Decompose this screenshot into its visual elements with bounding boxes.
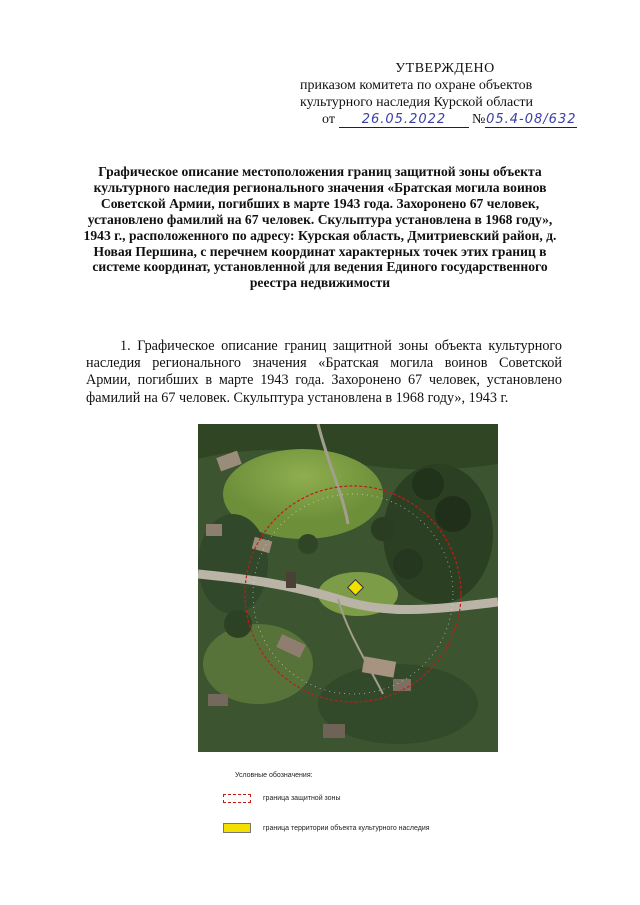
approval-block xyxy=(300,60,600,128)
legend-title: Условные обозначения: xyxy=(235,772,313,779)
meadow-left xyxy=(203,624,313,704)
legend-item-2-label: граница территории объекта культурного наследия xyxy=(263,824,430,832)
approval-date: 26.05.2022 xyxy=(339,112,469,128)
approval-line-1: приказом комитета по охране объектов xyxy=(300,78,533,93)
section-1-paragraph: 1. Графическое описание границ защитной зоны объекта культурного наследия регионального значения «Братская могила воинов Советской Армии, погибших в марте 1943 года. Захоронено 67 человек, установлено фамилий на 67 человек. Скульптура установлена в 1968 году», 1943 г. xyxy=(86,338,562,406)
protective-zone-swatch xyxy=(223,794,251,803)
from-label: от xyxy=(322,112,335,127)
legend-item-protective-zone xyxy=(223,794,340,803)
approval-number: 05.4-08/632 xyxy=(486,112,577,127)
legend-item-object-territory xyxy=(223,823,430,833)
approval-title: УТВЕРЖДЕНО xyxy=(395,61,495,76)
satellite-map xyxy=(198,424,498,752)
document-heading: Графическое описание местоположения границ защитной зоны объекта культурного наследия регионального значения «Братская могила воинов Советской Армии, погибших в марте 1943 года. Захоронено 67 человек, установлено фамилий на 67 человек. Скульптура установлена в 1968 году», 1943 г., расположенного по адресу: Курская область, Дмитриевский район, д. Новая Першина, с перечнем координат характерных точек этих границ в системе координат, установленной для ведения Единого государственного реестра недвижимости xyxy=(83,164,557,291)
approval-line-2: культурного наследия Курской области xyxy=(300,95,534,110)
legend-item-1-label: граница защитной зоны xyxy=(263,795,341,802)
number-label: № xyxy=(471,112,486,127)
approval-signature-line xyxy=(300,111,600,128)
object-territory-swatch xyxy=(223,823,251,833)
